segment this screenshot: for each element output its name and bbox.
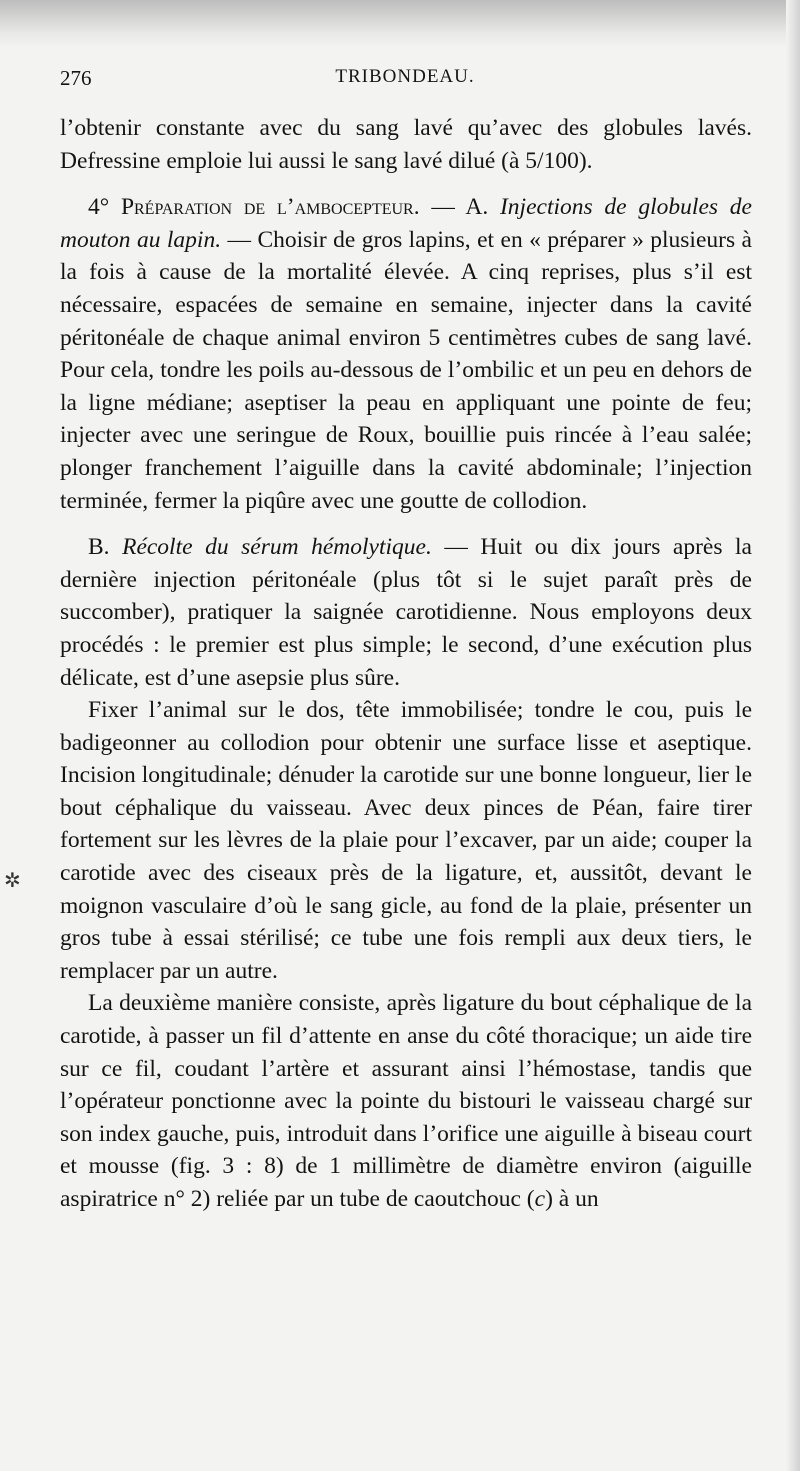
body-text: [60, 112, 752, 1216]
paragraph-continuation: l’obtenir constante avec du sang lavé qu’avec des globules lavés. Defressine emploie lui aussi le sang lavé dilué (à 5/100).: [60, 115, 752, 174]
subsection-b-paragraph: [60, 531, 752, 694]
page-gutter-shadow: [786, 0, 800, 1471]
paragraph-deuxieme-part-4: ) à un: [545, 1186, 599, 1212]
page-number: 276: [60, 66, 92, 90]
subsection-b-heading: Récolte du sérum hémolytique.: [122, 534, 432, 561]
number-2: 2: [190, 1186, 203, 1212]
paragraph-deuxieme-part-1: La deuxième manière consiste, après ligature du bout céphalique de la carotide, à passer un fil d’attente en anse du côté thoracique; un aide tire sur ce fil, coudant l’artère et assurant ainsi l’hémostase, tandis que l’opérateur ponctionne avec la pointe du bistouri le vaisseau chargé sur son index gauche, puis, introduit dans l’orifice une aiguille à biseau court et mousse (fig. 3 : 8) de: [60, 990, 752, 1180]
running-head: [60, 66, 750, 96]
section-heading: Préparation de l’ambocepteur.: [120, 194, 420, 221]
subsection-b-body: — Huit ou dix jours après la dernière injection péritonéale (plus tôt si le sujet paraît près de succomber), pratiquer la saignée carotidienne. Nous employons deux procédés : le premier est plus simple; le second, d’une exécution plus délicate, est d’une asepsie plus sûre.: [60, 534, 752, 691]
subsection-a-body: — Choisir de gros lapins, et en « préparer » plusieurs à la fois à cause de la mortalité élevée. A cinq reprises, plus s’il est nécessaire, espacées de semaine en semaine, injecter dans la cavité péritonéale de chaque animal environ 5 centimètres cubes de sang lavé. Pour cela, tondre les poils au-dessous de l’ombilic et un peu en dehors de la ligne médiane; aseptiser la peau en appliquant une pointe de feu; injecter avec une seringue de Roux, bouillie puis rincée à l’eau salée; plonger franchement l’aiguille dans la cavité abdominale; l’injection terminée, fermer la piqûre avec une goutte de collodion.: [60, 226, 752, 514]
ink-blot-icon: ✲: [4, 870, 21, 892]
paragraph-deuxieme-part-2: millimètre de diamètre environ (aiguille aspiratrice n°: [60, 1153, 752, 1212]
paragraph-fixer: Fixer l’animal sur le dos, tête immobilisée; tondre le cou, puis le badigeonner au collodion pour obtenir une surface lisse et aseptique. Incision longitudinale; dénuder la carotide sur une bonne longueur, lier le bout céphalique du vaisseau. Avec deux pinces de Péan, faire tirer fortement sur les lèvres de la plaie pour l’excaver, par un aide; couper la carotide avec des ciseaux près de la ligature, et, aussitôt, devant le moignon vasculaire d’où le sang gicle, au fond de la plaie, présenter un gros tube à essai stérilisé; ce tube une fois rempli aux deux tiers, le remplacer par un autre.: [60, 697, 752, 984]
running-title: TRIBONDEAU.: [335, 66, 475, 87]
scan-edge-shadow: [0, 0, 800, 48]
paragraph-deuxieme-part-3: ) reliée par un tube de caoutchouc (: [202, 1186, 535, 1212]
section-4-paragraph: [60, 191, 752, 517]
paragraph-deuxieme: [60, 987, 752, 1215]
section-number: 4°: [88, 194, 121, 221]
subsection-b-letter: B.: [88, 534, 123, 561]
figure-letter: c: [534, 1186, 546, 1212]
subsection-a-heading: Injections de globules de mouton au lapin.: [60, 194, 752, 253]
section-dash: — A.: [419, 194, 500, 221]
number-1: 1: [329, 1153, 342, 1180]
